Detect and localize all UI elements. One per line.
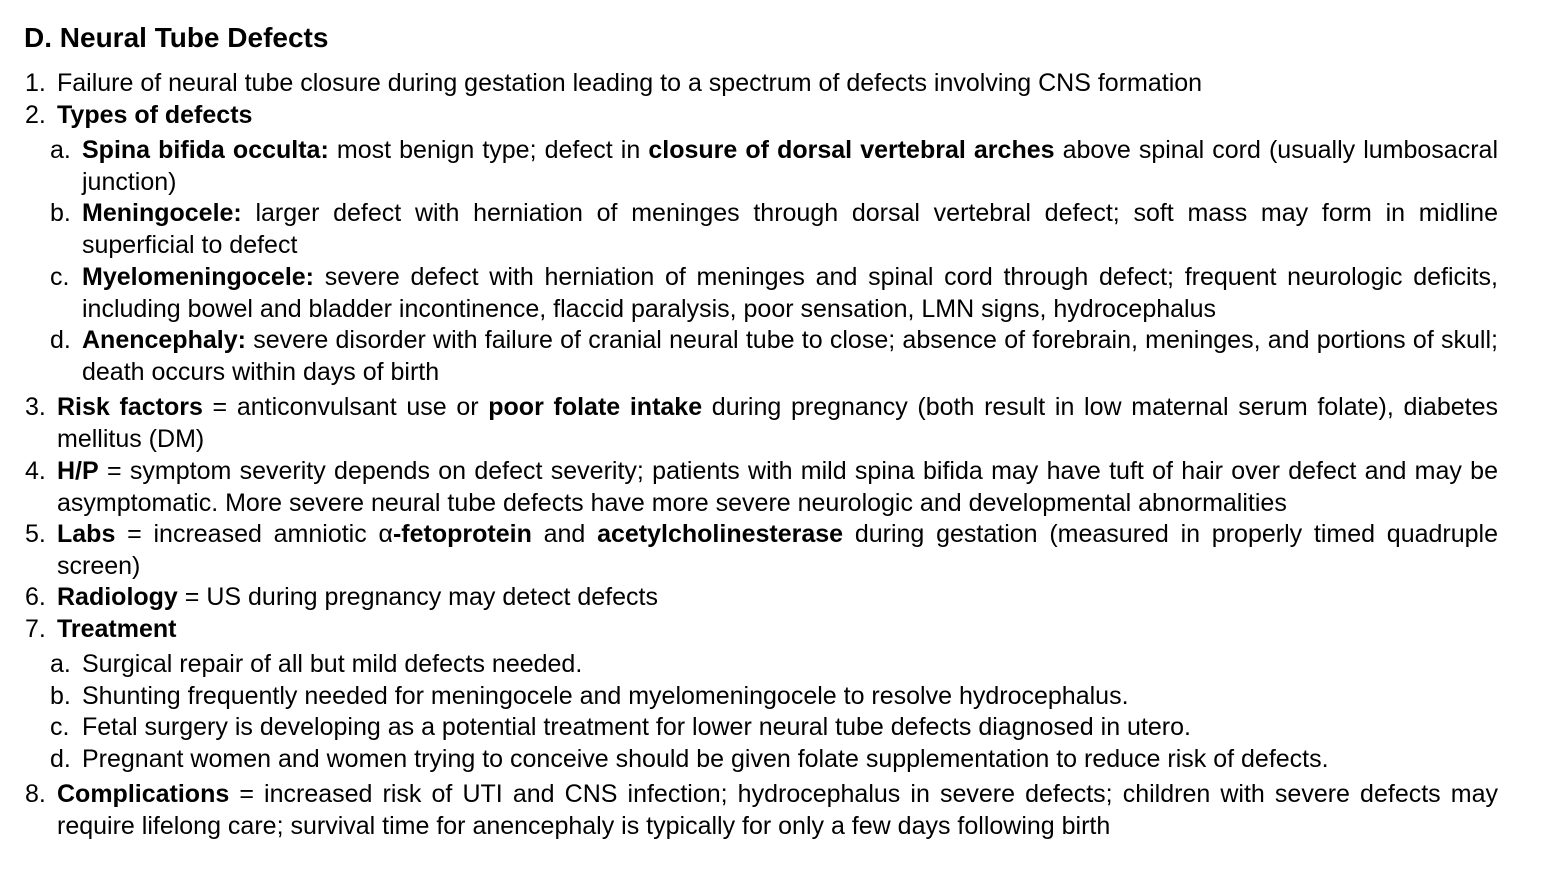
item-text: Surgical repair of all but mild defects needed.: [82, 650, 583, 678]
list-item-types-of-defects: [25, 100, 1498, 132]
item-text: = anticonvulsant use or: [202, 393, 489, 421]
item-text: = symptom severity depends on defect severity; patients with mild spina bifida may have tuft of hair over defect and may be asymptomatic. More severe neural tube defects have more severe neurologic and developmental abnormalities: [57, 457, 1498, 517]
list-item-meningocele: [50, 198, 1498, 261]
list-item-folate-supplementation: [50, 744, 1498, 776]
item-label: Meningocele:: [82, 199, 242, 227]
list-marker: b.: [50, 682, 71, 710]
list-marker: 4.: [25, 457, 46, 485]
item-label: Treatment: [57, 615, 177, 643]
item-label: Spina bifida occulta:: [82, 136, 329, 164]
item-text: Shunting frequently needed for meningocele and myelomeningocele to resolve hydrocephalus.: [82, 682, 1129, 710]
list-marker: 5.: [25, 520, 46, 548]
item-label: Labs: [57, 520, 116, 548]
list-item-complications: [25, 779, 1498, 842]
item-label: Types of defects: [57, 101, 253, 129]
item-label: Radiology: [57, 583, 178, 611]
list-marker: a.: [50, 136, 71, 164]
item-label: Anencephaly:: [82, 326, 246, 354]
item-text: above spinal cord (usually lumbosacral junction): [82, 136, 1498, 196]
item-text: Failure of neural tube closure during gestation leading to a spectrum of defects involving CNS formation: [57, 69, 1203, 97]
item-emphasis: -fetoprotein: [392, 520, 532, 548]
list-marker: d.: [50, 326, 71, 354]
list-item-radiology: [25, 582, 1498, 614]
item-emphasis: closure of dorsal vertebral arches: [648, 136, 1055, 164]
list-item-treatment: [25, 614, 1498, 646]
list-item-failure-of-closure: [25, 68, 1498, 100]
item-text: larger defect with herniation of meninges through dorsal vertebral defect; soft mass may form in midline superficial to defect: [82, 199, 1498, 259]
list-marker: c.: [50, 263, 70, 291]
list-item-myelomeningocele: [50, 262, 1498, 325]
list-item-shunting: [50, 681, 1498, 713]
item-label: Complications: [57, 780, 230, 808]
item-text: = US during pregnancy may detect defects: [177, 583, 658, 611]
list-marker: c.: [50, 713, 70, 741]
section-heading: D. Neural Tube Defects: [24, 22, 329, 53]
list-item-labs: [25, 519, 1498, 582]
item-text: during gestation (measured in properly timed quadruple screen): [57, 520, 1498, 580]
item-emphasis: acetylcholinesterase: [597, 520, 844, 548]
item-emphasis: poor folate intake: [488, 393, 703, 421]
list-marker: 6.: [25, 583, 46, 611]
list-item-spina-bifida-occulta: [50, 135, 1498, 198]
item-label: H/P: [57, 457, 99, 485]
list-marker: 7.: [25, 615, 46, 643]
item-text: = increased amniotic α: [115, 520, 393, 548]
item-text: during pregnancy (both result in low maternal serum folate), diabetes mellitus (DM): [57, 393, 1498, 453]
list-marker: a.: [50, 650, 71, 678]
item-label: Myelomeningocele:: [82, 263, 314, 291]
list-marker: d.: [50, 745, 71, 773]
list-marker: 2.: [25, 101, 46, 129]
list-item-risk-factors: [25, 392, 1498, 455]
list-marker: 1.: [25, 69, 46, 97]
item-text: severe defect with herniation of meninges and spinal cord through defect; frequent neurologic deficits, including bowel and bladder incontinence, flaccid paralysis, poor sensation, LMN signs, hydrocephalus: [82, 263, 1498, 323]
item-text: Fetal surgery is developing as a potential treatment for lower neural tube defects diagnosed in utero.: [82, 713, 1191, 741]
item-label: Risk factors: [57, 393, 203, 421]
list-item-fetal-surgery: [50, 712, 1498, 744]
list-item-anencephaly: [50, 325, 1498, 388]
list-marker: b.: [50, 199, 71, 227]
list-item-history-physical: [25, 456, 1498, 519]
list-marker: 8.: [25, 780, 46, 808]
item-text: = increased risk of UTI and CNS infection; hydrocephalus in severe defects; children with severe defects may require lifelong care; survival time for anencephaly is typically for only a few days following birth: [57, 780, 1498, 840]
item-text: most benign type; defect in: [328, 136, 649, 164]
item-text: Pregnant women and women trying to conceive should be given folate supplementation to reduce risk of defects.: [82, 745, 1329, 773]
list-item-surgical-repair: [50, 649, 1498, 681]
list-marker: 3.: [25, 393, 46, 421]
item-text: and: [531, 520, 598, 548]
item-text: severe disorder with failure of cranial neural tube to close; absence of forebrain, meninges, and portions of skull; death occurs within days of birth: [82, 326, 1498, 386]
